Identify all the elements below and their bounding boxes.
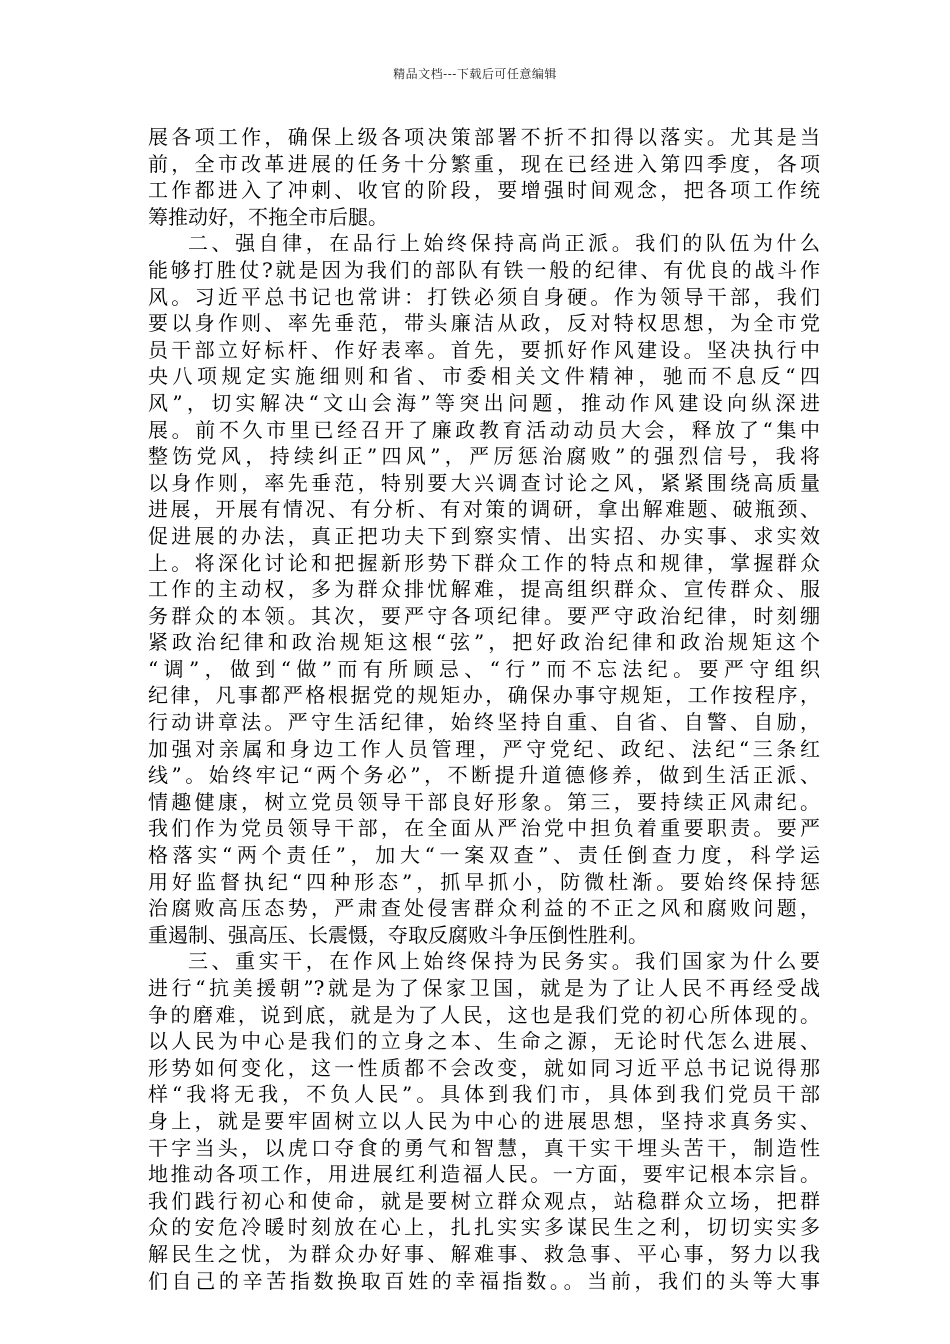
text-line: 以人民为中心是我们的立身之本、生命之源，无论时代怎么进展、	[148, 1029, 820, 1054]
text-line: 身上，就是要牢固树立以人民为中心的进展思想，坚持求真务实、	[148, 1108, 820, 1133]
text-line: 解民生之忧，为群众办好事、解难事、救急事、平心事，努力以我	[148, 1241, 820, 1266]
text-line: 前，全市改革进展的任务十分繁重，现在已经进入第四季度，各项	[148, 151, 820, 176]
text-line: 员干部立好标杆、作好表率。首先，要抓好作风建设。坚决执行中	[148, 337, 820, 362]
text-line: 进行“抗美援朝”?就是为了保家卫国，就是为了让人民不再经受战	[148, 976, 820, 1000]
text-line: 工作都进入了冲刺、收官的阶段，要增强时间观念，把各项工作统	[148, 178, 820, 203]
text-line: 务群众的本领。其次，要严守各项纪律。要严守政治纪律，时刻绷	[148, 603, 820, 628]
text-line: 治腐败高压态势，严肃查处侵害群众利益的不正之风和腐败问题，	[148, 896, 820, 921]
text-line: 们自己的辛苦指数换取百姓的幸福指数。。当前，我们的头等大事	[148, 1268, 820, 1293]
text-line: 加强对亲属和身边工作人员管理，严守党纪、政纪、法纪“三条红	[148, 736, 820, 761]
page-header: 精品文档---下载后可任意编辑	[393, 67, 557, 81]
text-line: 风”，切实解决“文山会海”等突出问题，推动作风建设向纵深进	[148, 390, 820, 415]
text-line: 纪律，凡事都严格根据党的规矩办，确保办事守规矩，工作按程序，	[148, 683, 820, 708]
text-line: 以身作则，率先垂范，特别要大兴调查讨论之风，紧紧围绕高质量	[148, 470, 820, 495]
text-line: 形势如何变化，这一性质都不会改变，就如同习近平总书记说得那	[148, 1055, 820, 1080]
text-line: 工作的主动权，多为群众排忧解难，提高组织群众、宣传群众、服	[148, 577, 820, 602]
text-line: 众的安危冷暖时刻放在心上，扎扎实实多谋民生之利，切切实实多	[148, 1215, 820, 1240]
text-line: 展。前不久市里已经召开了廉政教育活动动员大会，释放了“集中	[148, 417, 820, 442]
text-line: “调”，做到“做”而有所顾忌、“行”而不忘法纪。要严守组织	[148, 656, 820, 681]
text-line: 央八项规定实施细则和省、市委相关文件精神，驰而不息反“四	[148, 364, 820, 389]
text-line: 筹推动好，不拖全市后腿。	[148, 204, 388, 229]
text-line: 三、重实干，在作风上始终保持为民务实。我们国家为什么要	[188, 949, 820, 974]
text-line: 行动讲章法。严守生活纪律，始终坚持自重、自省、自警、自励，	[148, 710, 820, 735]
text-line: 进展，开展有情况、有分析、有对策的调研，拿出解难题、破瓶颈、	[148, 497, 820, 522]
text-line: 样“我将无我，不负人民”。具体到我们市，具体到我们党员干部	[148, 1082, 820, 1107]
text-line: 上。将深化讨论和把握新形势下群众工作的特点和规律，掌握群众	[148, 550, 820, 575]
text-line: 我们作为党员领导干部，在全面从严治党中担负着重要职责。要严	[148, 816, 820, 841]
text-line: 能够打胜仗?就是因为我们的部队有铁一般的纪律、有优良的战斗作	[148, 257, 820, 282]
text-line: 紧政治纪律和政治规矩这根“弦”，把好政治纪律和政治规矩这个	[148, 630, 820, 655]
text-line: 重遏制、强高压、长震慑，夺取反腐败斗争压倒性胜利。	[148, 922, 648, 947]
text-line: 展各项工作，确保上级各项决策部署不折不扣得以落实。尤其是当	[148, 125, 820, 149]
text-line: 用好监督执纪“四种形态”，抓早抓小，防微杜渐。要始终保持惩	[148, 869, 820, 894]
text-line: 我们践行初心和使命，就是要树立群众观点，站稳群众立场，把群	[148, 1188, 820, 1213]
text-line: 情趣健康，树立党员领导干部良好形象。第三，要持续正风肃纪。	[148, 789, 820, 814]
text-line: 干字当头，以虎口夺食的勇气和智慧，真干实干埋头苦干，制造性	[148, 1135, 820, 1160]
text-line: 争的磨难，说到底，就是为了人民，这也是我们党的初心所体现的。	[148, 1002, 820, 1027]
text-line: 要以身作则、率先垂范，带头廉洁从政，反对特权思想，为全市党	[148, 311, 820, 336]
text-line: 整饬党风，持续纠正”四风”，严厉惩治腐败”的强烈信号，我将	[148, 444, 820, 469]
text-line: 二、强自律，在品行上始终保持高尚正派。我们的队伍为什么	[188, 231, 820, 256]
text-line: 促进展的办法，真正把功夫下到察实情、出实招、办实事、求实效	[148, 523, 820, 548]
text-line: 风。习近平总书记也常讲：打铁必须自身硬。作为领导干部，我们	[148, 284, 820, 309]
text-line: 线”。始终牢记“两个务必”，不断提升道德修养，做到生活正派、	[148, 763, 820, 788]
document-body	[148, 124, 820, 1294]
text-line: 格落实“两个责任”，加大“一案双查”、责任倒查力度，科学运	[148, 843, 820, 868]
text-line: 地推动各项工作，用进展红利造福人民。一方面，要牢记根本宗旨。	[148, 1162, 820, 1187]
